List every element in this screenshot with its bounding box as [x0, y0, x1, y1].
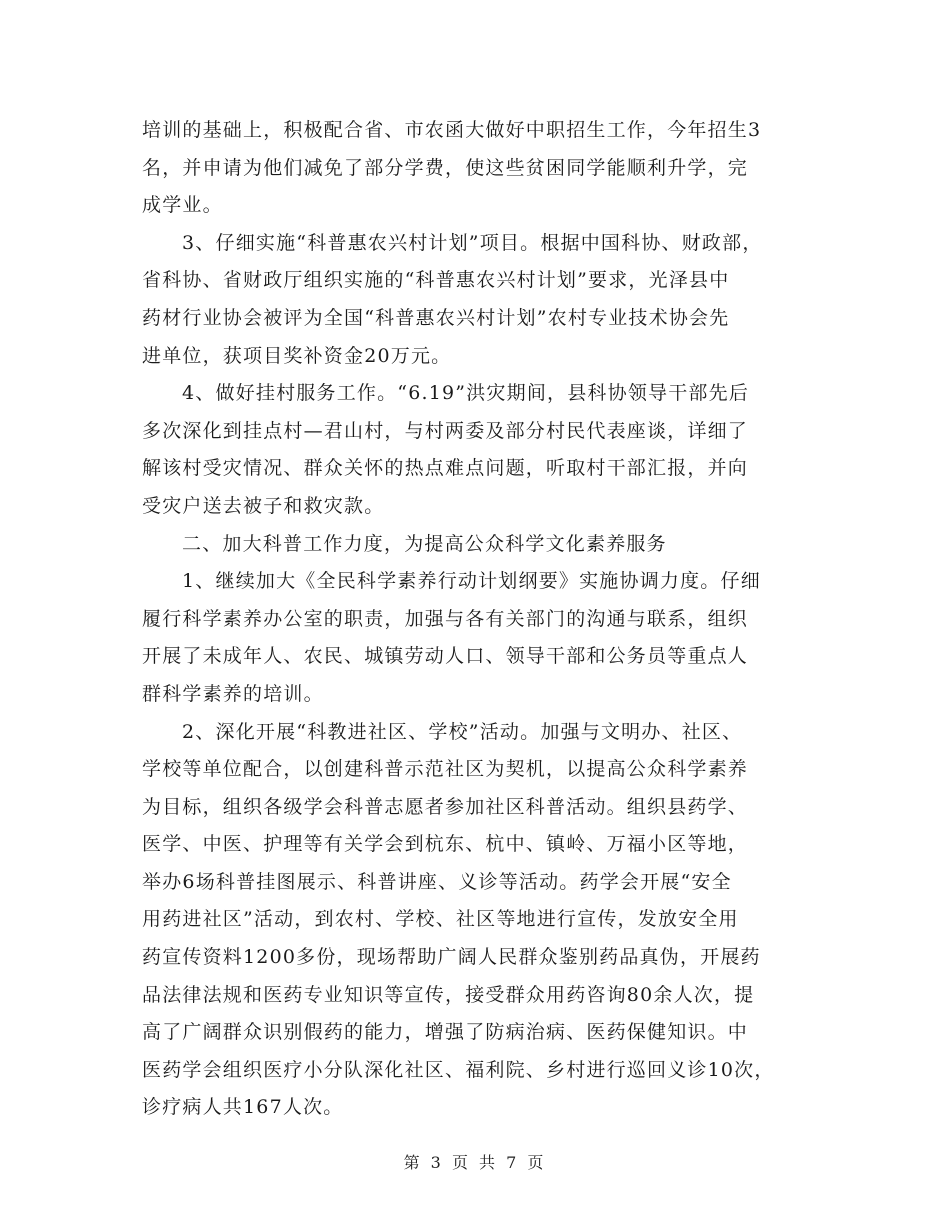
- text-line: 2、深化开展“科教进社区、学校”活动。加强与文明办、社区、: [182, 720, 743, 743]
- text-line: 药宣传资料1200多份，现场帮助广阔人民群众鉴别药品真伪，开展药: [142, 946, 761, 969]
- text-line: 医药学会组织医疗小分队深化社区、福利院、乡村进行巡回义诊10次，: [142, 1058, 775, 1081]
- text-line: 履行科学素养办公室的职责，加强与各有关部门的沟通与联系，组织: [142, 607, 749, 630]
- text-line: 1、继续加大《全民科学素养行动计划纲要》实施协调力度。仔细: [182, 570, 761, 593]
- text-line: 为目标，组织各级学会科普志愿者参加社区科普活动。组织县药学、: [142, 795, 749, 818]
- document-body: [142, 112, 822, 1127]
- text-line: 学校等单位配合，以创建科普示范社区为契机，以提高公众科学素养: [142, 758, 749, 781]
- text-line: 名，并申请为他们减免了部分学费，使这些贫困同学能顺利升学，完: [142, 156, 749, 179]
- text-line: 多次深化到挂点村—君山村，与村两委及部分村民代表座谈，详细了: [142, 419, 749, 442]
- text-line: 进单位，获项目奖补资金20万元。: [142, 344, 452, 367]
- page-footer: 第 3 页 共 7 页: [403, 1153, 547, 1172]
- text-line: 用药进社区”活动，到农村、学校、社区等地进行宣传，发放安全用: [142, 908, 739, 931]
- text-line: 受灾户送去被子和救灾款。: [142, 494, 385, 517]
- text-line: 成学业。: [142, 194, 223, 217]
- text-line: 品法律法规和医药专业知识等宣传，接受群众用药咨询80余人次，提: [142, 983, 755, 1006]
- text-line: 开展了未成年人、农民、城镇劳动人口、领导干部和公务员等重点人: [142, 645, 749, 668]
- text-line: 解该村受灾情况、群众关怀的热点难点问题，听取村干部汇报，并向: [142, 457, 749, 480]
- text-line: 4、做好挂村服务工作。“6.19”洪灾期间，县科协领导干部先后: [182, 382, 750, 405]
- text-line: 二、加大科普工作力度，为提高公众科学文化素养服务: [182, 532, 667, 555]
- text-line: 培训的基础上，积极配合省、市农函大做好中职招生工作，今年招生3: [142, 119, 762, 141]
- text-line: 举办6场科普挂图展示、科普讲座、义诊等活动。药学会开展“安全: [142, 870, 732, 893]
- text-line: 高了广阔群众识别假药的能力，增强了防病治病、医药保健知识。中: [142, 1021, 749, 1044]
- text-line: 诊疗病人共167人次。: [142, 1096, 344, 1119]
- text-line: 群科学素养的培训。: [142, 682, 324, 705]
- text-line: 医学、中医、护理等有关学会到杭东、杭中、镇岭、万福小区等地，: [142, 833, 749, 856]
- text-line: 3、仔细实施“科普惠农兴村计划”项目。根据中国科协、财政部，: [182, 231, 763, 254]
- text-line: 省科协、省财政厅组织实施的“科普惠农兴村计划”要求，光泽县中: [142, 269, 730, 292]
- text-line: 药材行业协会被评为全国“科普惠农兴村计划”农村专业技术协会先: [142, 306, 730, 329]
